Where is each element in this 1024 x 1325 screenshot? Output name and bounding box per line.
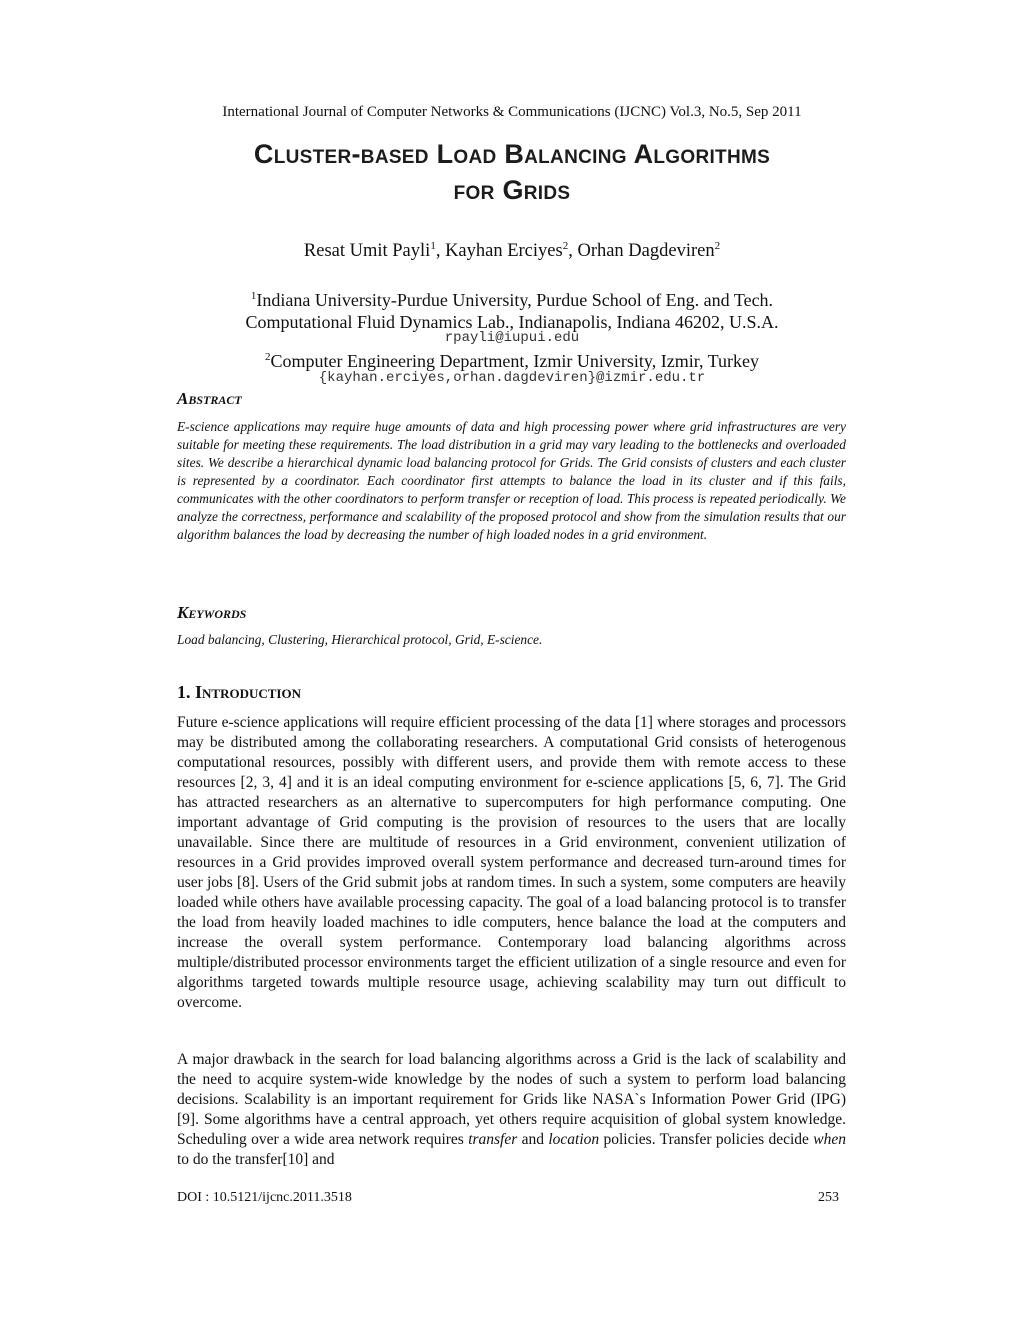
title-line-1: Cluster-based Load Balancing Algorithms	[253, 139, 771, 169]
affiliation-2-email[interactable]: {kayhan.erciyes,orhan.dagdeviren}@izmir.edu.tr	[318, 370, 706, 386]
author-affil-mark: 2	[562, 240, 569, 252]
author-name: Kayhan Erciyes	[445, 241, 563, 262]
affiliation-1-line-1: Indiana University-Purdue University, Purdue School of Eng. and Tech.	[256, 290, 774, 310]
page-number: 253	[818, 1190, 839, 1205]
emphasis-text: location	[548, 1131, 600, 1148]
affiliation-2	[0, 346, 1024, 372]
introduction-heading: 1. Introduction	[177, 682, 301, 702]
paper-title	[0, 136, 1024, 208]
intro-paragraph-1: Future e-science applications will require efficient processing of the data [1] where storages and processors may be distributed among the collaborating researchers. A computational Grid consists of heterogenous computational resources, possibly with different users, and provide them with remote access to these resources [2, 3, 4] and it is an ideal computing environment for e-science applications [5, 6, 7]. The Grid has attracted researchers as an alternative to supercomputers for high performance computing. One important advantage of Grid computing is the provision of resources to the users that are locally unavailable. Since there are multitude of resources in a Grid environment, convenient utilization of resources in a Grid provides improved overall system performance and decreased turn-around times for user jobs [8]. Users of the Grid submit jobs at random times. In such a system, some computers are heavily loaded while others have available processing capacity. The goal of a load balancing protocol is to transfer the load from heavily loaded machines to idle computers, hence balance the load at the computers and increase the overall system performance. Contemporary load balancing algorithms across multiple/distributed processor environments target the efficient utilization of a single resource and even for algorithms targeted towards multiple resource usage, achieving scalability may turn out difficult to overcome.	[177, 714, 846, 1011]
paragraph-text: and	[517, 1131, 549, 1148]
emphasis-text: transfer	[468, 1131, 518, 1148]
author-separator: ,	[435, 241, 446, 262]
paragraph-text: policies. Transfer policies decide	[599, 1131, 814, 1148]
abstract-text: E-science applications may require huge amounts of data and high processing power where grid infrastructures are very suitable for meeting these requirements. The load distribution in a grid may vary leading to the bottlenecks and overloaded sites. We describe a hierarchical dynamic load balancing protocol for Grids. The Grid consists of clusters and each cluster is represented by a coordinator. Each coordinator first attempts to balance the load in its cluster and if this fails, communicates with the other coordinators to perform transfer or reception of load. This process is repeated periodically. We analyze the correctness, performance and scalability of the proposed protocol and show from the simulation results that our algorithm balances the load by decreasing the number of high loaded nodes in a grid environment.	[177, 419, 846, 542]
footer-doi: DOI : 10.5121/ijcnc.2011.3518	[177, 1190, 352, 1205]
author-list	[0, 240, 1024, 262]
affiliation-1-line-2: Computational Fluid Dynamics Lab., Indianapolis, Indiana 46202, U.S.A.	[245, 312, 779, 332]
affiliation-1	[0, 285, 1024, 333]
affiliation-1-email[interactable]: rpayli@iupui.edu	[444, 330, 580, 346]
paragraph-text: A major drawback in the search for load balancing algorithms across a Grid is the lack of scalability and the need to acquire system-wide knowledge by the nodes of such a system to perform load balancing decisions. Scalability is an important requirement for Grids like NASA`s Information Power Grid (IPG) [9]. Some algorithms have a central approach, yet others require acquisition of global system knowledge. Scheduling over a wide area network requires	[177, 1051, 846, 1148]
emphasis-text: when	[813, 1131, 846, 1148]
affil-mark: 1	[250, 290, 257, 302]
author-name: Resat Umit Payli	[303, 241, 431, 262]
affil-mark: 2	[264, 351, 271, 363]
author-name: Orhan Dagdeviren	[577, 241, 715, 262]
keywords-text: Load balancing, Clustering, Hierarchical protocol, Grid, E-science.	[177, 632, 543, 647]
affiliation-2-line-1: Computer Engineering Department, Izmir University, Izmir, Turkey	[270, 351, 759, 371]
abstract-heading: Abstract	[177, 389, 242, 408]
running-header: International Journal of Computer Networks & Communications (IJCNC) Vol.3, No.5, Sep 2011	[222, 104, 802, 120]
author-affil-mark: 1	[430, 240, 436, 252]
author-affil-mark: 2	[714, 240, 721, 252]
title-line-2: for Grids	[453, 175, 571, 205]
keywords-heading: Keywords	[177, 603, 247, 622]
paragraph-text: to do the transfer[10] and	[177, 1151, 335, 1168]
intro-paragraph-2	[177, 1050, 846, 1170]
author-separator: ,	[568, 241, 578, 262]
